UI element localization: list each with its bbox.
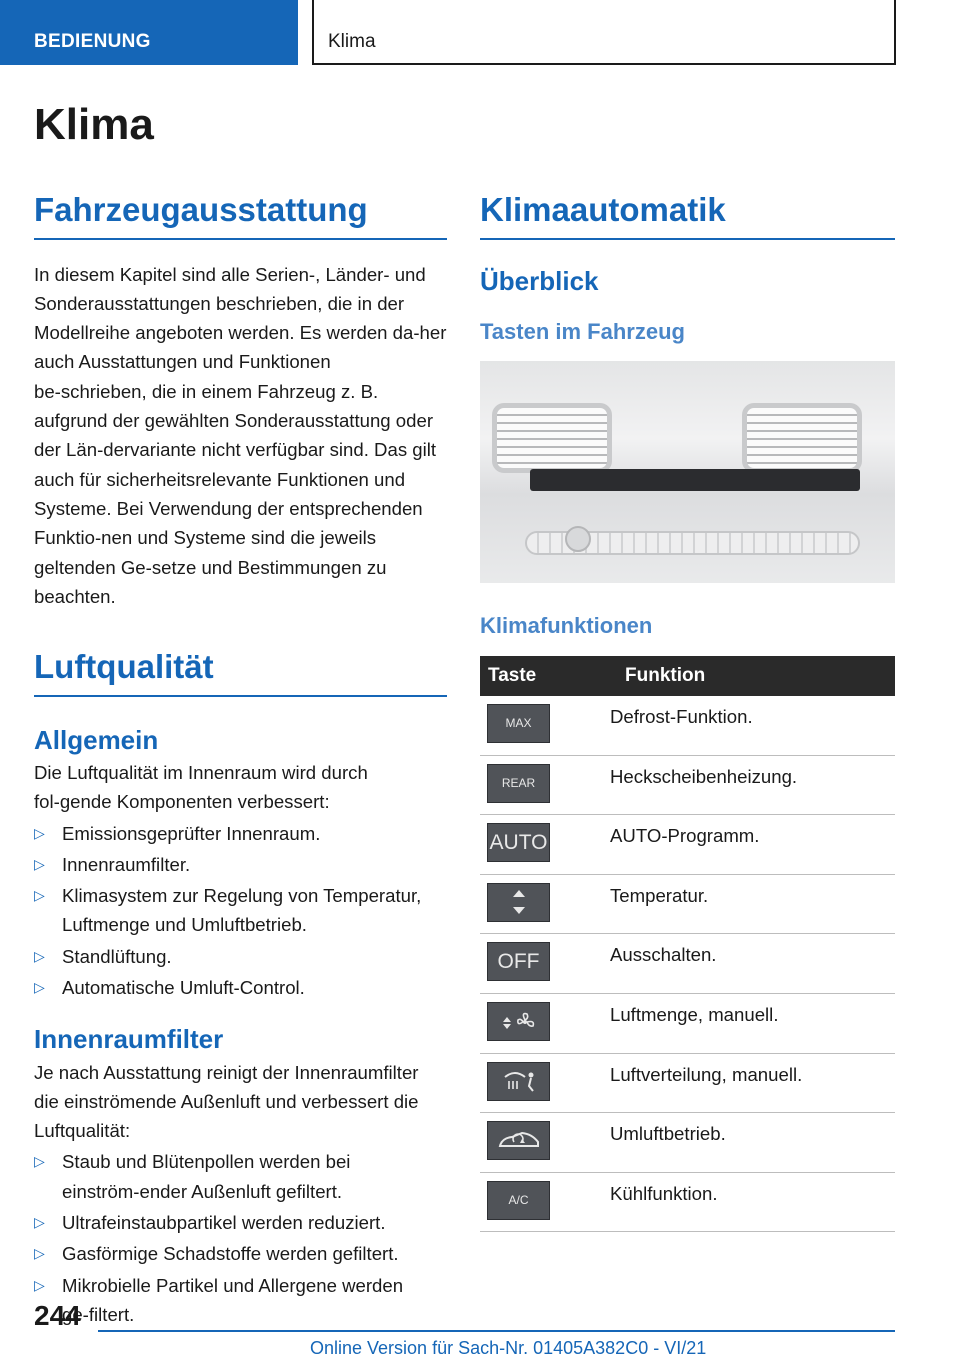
table-header-row bbox=[480, 656, 895, 696]
list-item: ▷ Mikrobielle Partikel und Allergene werden ge‑filtert. bbox=[34, 1271, 447, 1330]
footer-online-version: Online Version für Sach-Nr. 01405A382C0 - VI/21 bbox=[310, 1338, 707, 1358]
max-defrost-icon: MAX bbox=[487, 704, 550, 743]
function-text: Luftverteilung, manuell. bbox=[610, 1053, 895, 1113]
table-row bbox=[480, 1053, 895, 1113]
off-icon: OFF bbox=[487, 942, 550, 981]
auto-icon: AUTO bbox=[487, 823, 550, 862]
triangle-bullet-icon: ▷ bbox=[34, 824, 45, 841]
recirculation-car-icon bbox=[487, 1121, 550, 1160]
page-title: Klima bbox=[34, 100, 154, 149]
triangle-bullet-icon: ▷ bbox=[34, 1213, 45, 1230]
chapter-header bbox=[312, 0, 896, 65]
climate-panel-photo bbox=[480, 361, 895, 583]
list-item: ▷ Gasförmige Schadstoffe werden gefiltert. bbox=[34, 1239, 447, 1268]
fahrzeugausstattung-text: In diesem Kapitel sind alle Serien-, Länder- und Sonderausstattungen beschrieben, die in der Modellreihe angeboten werden. Es werden da‑her auch Ausstattungen und Funktionen be‑schrieben, die in einem Fahrzeug z. B. aufgrund der gewählten Sonderausstattung oder der Län‑dervariante nicht verfügbar sind. Das gilt auch für sicherheitsrelevante Funktionen und Systeme. Bei Verwendung der entsprechenden Funktio‑nen und Systeme sind die jeweils geltenden Ge‑setze und Bestimmungen zu beachten. bbox=[34, 263, 447, 607]
triangle-bullet-icon: ▷ bbox=[34, 855, 45, 872]
heading-ueberblick: Überblick bbox=[480, 265, 599, 296]
air-distribution-icon bbox=[487, 1062, 550, 1101]
list-item: ▷ Automatische Umluft-Control. bbox=[34, 973, 447, 1002]
section-tab-label: BEDIENUNG bbox=[34, 31, 151, 52]
allgemein-list bbox=[34, 819, 447, 1003]
table-row bbox=[480, 755, 895, 815]
function-text: Umluftbetrieb. bbox=[610, 1113, 895, 1173]
heading-klimafunktionen: Klimafunktionen bbox=[480, 613, 653, 639]
function-text: Defrost-Funktion. bbox=[610, 696, 895, 756]
triangle-bullet-icon: ▷ bbox=[34, 887, 45, 904]
page-number: 244 bbox=[34, 1300, 81, 1331]
table-row bbox=[480, 874, 895, 934]
heading-luftqualitaet: Luftqualität bbox=[34, 647, 447, 697]
list-item: ▷ Klimasystem zur Regelung von Temperatur, Luftmenge und Umluftbetrieb. bbox=[34, 881, 447, 940]
heading-klimaautomatik: Klimaautomatik bbox=[480, 190, 895, 240]
table-row bbox=[480, 934, 895, 994]
section-tab bbox=[0, 0, 298, 65]
heading-tasten-im-fahrzeug: Tasten im Fahrzeug bbox=[480, 318, 685, 344]
innenraumfilter-text: Je nach Ausstattung reinigt der Innenraumfilter die einströmende Außenluft und verbessert die Luftqualität: bbox=[34, 1061, 419, 1142]
list-item: ▷ Ultrafeinstaubpartikel werden reduziert. bbox=[34, 1208, 447, 1237]
climate-button-strip bbox=[530, 469, 860, 491]
chapter-label: Klima bbox=[328, 31, 376, 52]
table-row bbox=[480, 1113, 895, 1173]
triangle-bullet-icon: ▷ bbox=[34, 947, 45, 964]
left-column bbox=[34, 190, 447, 1329]
table-row bbox=[480, 994, 895, 1054]
function-text: Kühlfunktion. bbox=[610, 1172, 895, 1232]
right-column bbox=[480, 190, 895, 1232]
footer-divider bbox=[98, 1330, 895, 1332]
ac-icon: A/C bbox=[487, 1181, 550, 1220]
function-text: Temperatur. bbox=[610, 874, 895, 934]
table-row bbox=[480, 696, 895, 756]
air-vent-left bbox=[492, 403, 612, 473]
col-header-taste: Taste bbox=[480, 656, 610, 696]
triangle-bullet-icon: ▷ bbox=[34, 1153, 45, 1170]
function-text: Luftmenge, manuell. bbox=[610, 994, 895, 1054]
list-item: ▷ Emissionsgeprüfter Innenraum. bbox=[34, 819, 447, 848]
col-header-funktion: Funktion bbox=[610, 656, 895, 696]
heading-allgemein: Allgemein bbox=[34, 724, 159, 755]
climate-functions-table bbox=[480, 656, 895, 1233]
allgemein-text: Die Luftqualität im Innenraum wird durch fol‑gende Komponenten verbessert: bbox=[34, 761, 368, 813]
function-text: Heckscheibenheizung. bbox=[610, 755, 895, 815]
function-text: AUTO-Programm. bbox=[610, 815, 895, 875]
list-item: ▷ Staub und Blütenpollen werden bei einström‑ender Außenluft gefiltert. bbox=[34, 1147, 447, 1206]
air-vent-right bbox=[742, 403, 862, 473]
temperature-arrows-icon bbox=[487, 883, 550, 922]
triangle-bullet-icon: ▷ bbox=[34, 979, 45, 996]
function-text: Ausschalten. bbox=[610, 934, 895, 994]
rear-defrost-icon: REAR bbox=[487, 764, 550, 803]
innenraumfilter-list bbox=[34, 1147, 447, 1329]
triangle-bullet-icon: ▷ bbox=[34, 1245, 45, 1262]
volume-knob bbox=[565, 526, 591, 552]
table-row bbox=[480, 1172, 895, 1232]
table-row bbox=[480, 815, 895, 875]
heading-fahrzeugausstattung: Fahrzeugausstattung bbox=[34, 190, 447, 240]
list-item: ▷ Innenraumfilter. bbox=[34, 850, 447, 879]
list-item: ▷ Standlüftung. bbox=[34, 942, 447, 971]
triangle-bullet-icon: ▷ bbox=[34, 1276, 45, 1293]
heading-innenraumfilter: Innenraumfilter bbox=[34, 1024, 224, 1055]
fan-icon bbox=[487, 1002, 550, 1041]
